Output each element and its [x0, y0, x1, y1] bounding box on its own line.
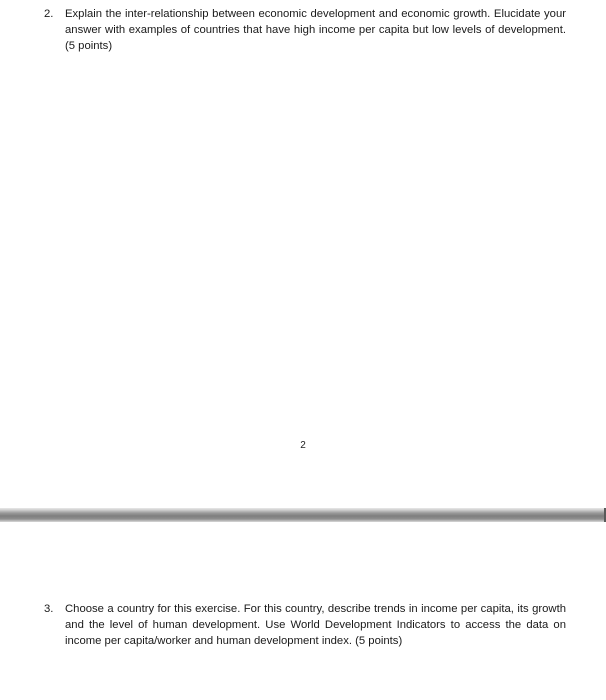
question-number: 3.	[44, 603, 54, 615]
question-text: Explain the inter-relationship between economic development and economic growth. Elucidate your answer with examples of countries that have high income per capita but low levels of development. (5 points)	[65, 8, 566, 52]
page-separator	[0, 508, 606, 522]
page-number: 2	[300, 440, 306, 451]
question-3	[44, 601, 566, 649]
question-text: Choose a country for this exercise. For this country, describe trends in income per capita, its growth and the level of human development. Use World Development Indicators to access the data on income per capita/worker and human development index. (5 points)	[65, 603, 566, 647]
question-number: 2.	[44, 8, 54, 20]
document-page-3	[0, 522, 606, 700]
question-2	[44, 6, 566, 54]
